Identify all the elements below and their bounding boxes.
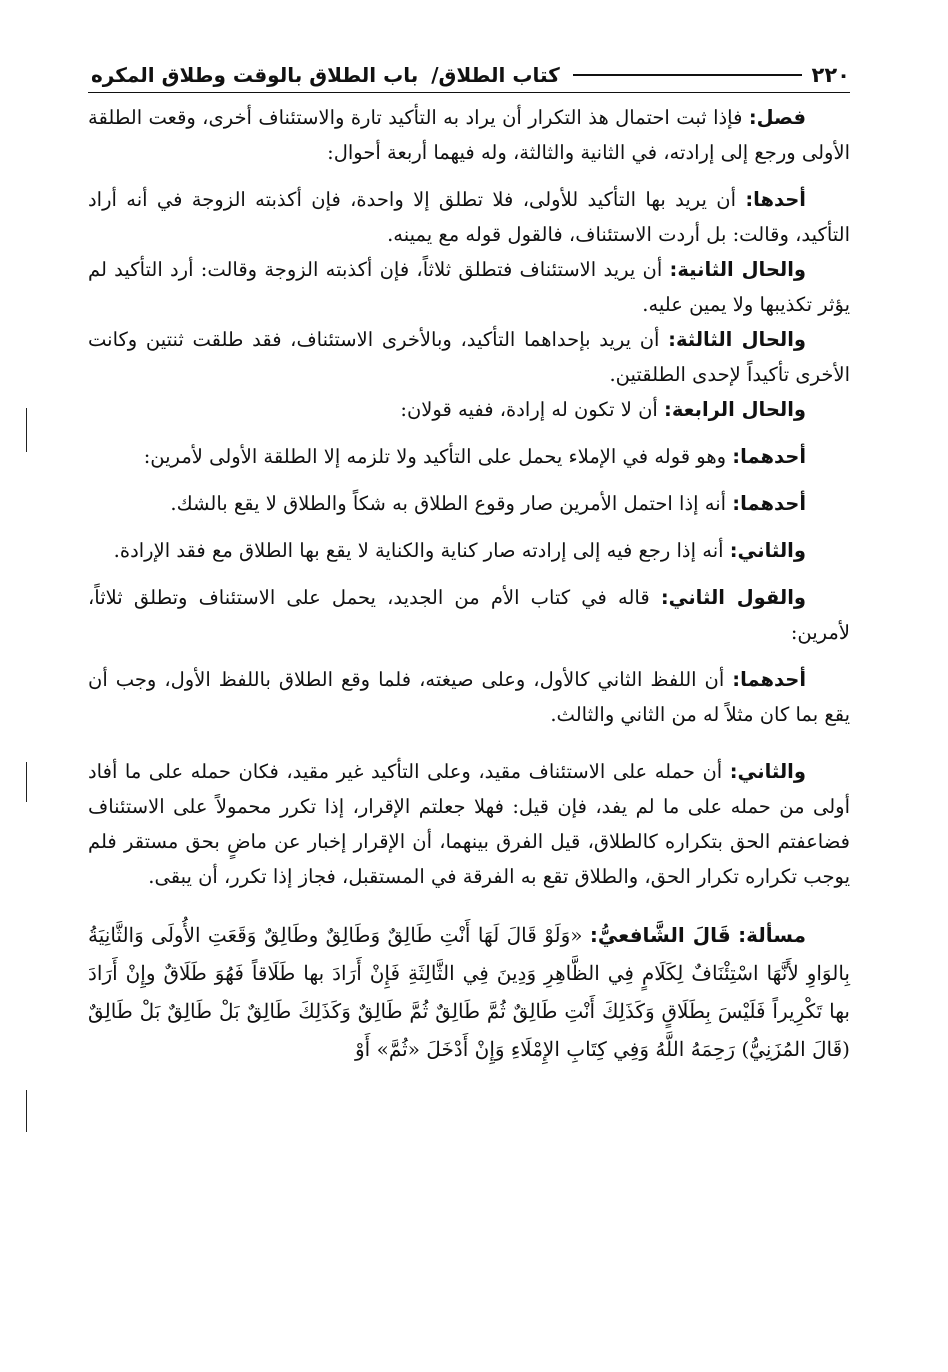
- running-header: [88, 58, 850, 92]
- paragraph-lead: فصل:: [748, 106, 806, 129]
- paragraph-text: أن يريد بها التأكيد للأولى، فلا تطلق إلا واحدة، فإن أكذبته الزوجة في أنه أراد التأكيد، وقالت: بل أردت الاستئناف، فالقول قوله مع يمينه.: [88, 188, 850, 246]
- header-underline: [88, 92, 850, 93]
- margin-mark: [26, 1090, 27, 1132]
- paragraph-first-reason: [88, 486, 850, 521]
- paragraph-lead: أحدها:: [745, 188, 806, 211]
- paragraph-text: أن لا تكون له إرادة، ففيه قولان:: [400, 398, 665, 421]
- paragraph-lead: والثاني:: [729, 760, 806, 783]
- paragraph-text: أن حمله على الاستئناف مقيد، وعلى التأكيد غير مقيد، فكان حمله على ما أفاد أولى من حمله على ما لم يفد، فإن قيل: فهلا جعلتم الإقرار، إذا تكرر محمولاً على الاستئناف فضاعفتم الحق بتكراره كالطلاق، قيل الفرق بينهما، أن الإقرار إخبار عن ماضٍ بحق مستقر فلم يوجب تكراره تكرار الحق، والطلاق تقع به الفرقة في المستقبل، فجاز إذا تكرر، أن يبقى.: [88, 760, 850, 888]
- paragraph-second-reason: [88, 533, 850, 568]
- masala-speaker: قَالَ الشَّافعيُّ:: [589, 923, 731, 947]
- margin-mark: [26, 762, 27, 802]
- header-book: كتاب الطلاق/: [431, 63, 560, 87]
- masala-paragraph: [88, 916, 850, 1068]
- paragraph-text: أن اللفظ الثاني كالأول، وعلى صيغته، فلما وقع الطلاق باللفظ الأول، وجب أن يقع بما كان مثلاً له من الثاني والثالث.: [88, 668, 850, 726]
- paragraph-lead: أحدهما:: [732, 668, 806, 691]
- paragraph-text: أن يريد بإحداهما التأكيد، وبالأخرى الاستئناف، فقد طلقت ثنتين وكانت الأخرى تأكيداً لإحدى الطلقتين.: [88, 328, 850, 386]
- paragraph-second-argument: [88, 754, 850, 894]
- paragraph-third-case: [88, 322, 850, 392]
- paragraph-lead: أحدهما:: [732, 492, 806, 515]
- paragraph-second-case: [88, 252, 850, 322]
- paragraph-lead: والقول الثاني:: [660, 586, 807, 609]
- masala-quote: «وَلَوْ قَالَ لَهَا أَنْتِ طَالِقٌ وَطَالِقٌ وطَالِقٌ وَقَعَتِ الأُولَى وَالثَّانِيَةُ بِالوَاوِ لأَنَّهَا اسْتِئْنَافٌ لِكَلَامٍ فِي الظَّاهِرِ وَدِينَ فِي الثَّالِثَةِ فَإِنْ أَرَادَ بها طَلَاقاً فَهُوَ طَلَاقٌ وإِنْ أَرَادَ بها تَكْرِيراً فَلَيْسَ بِطَلَاقٍ وَكَذَلِكَ أَنْتِ طَالِقٌ ثُمَّ طَالِقٌ ثُمَّ طَالِقٌ وَكَذَلِكَ طَالِقٌ بَلْ طَالِقٌ بَلْ طَالِقٌ (قَالَ المُزَنِيُّ) رَحِمَهُ اللَّهُ وَفِي كِتَابِ الإِمْلَاءِ وَإِنْ أَدْخَلَ «ثُمَّ» أَوْ: [88, 923, 850, 1061]
- header-title: [88, 63, 563, 87]
- page-number: ٢٢٠: [811, 63, 850, 87]
- header-dash-rule: [573, 74, 802, 76]
- paragraph-lead: أحدهما:: [732, 445, 806, 468]
- paragraph-text: وهو قوله في الإملاء يحمل على التأكيد ولا تلزمه إلا الطلقة الأولى لأمرين:: [143, 445, 733, 468]
- masala-lead: مسألة:: [738, 923, 807, 947]
- paragraph-lead: والحال الرابعة:: [664, 398, 806, 421]
- paragraph-text: قاله في كتاب الأم من الجديد، يحمل على الاستئناف وتطلق ثلاثاً، لأمرين:: [88, 586, 850, 644]
- paragraph-lead: والحال الثالثة:: [668, 328, 807, 351]
- paragraph-text: فإذا ثبت احتمال هذ التكرار أن يراد به التأكيد تارة والاستئناف أخرى، وقعت الطلقة الأولى ورجع إلى إرادته، في الثانية والثالثة، وله فيهما أربعة أحوال:: [88, 106, 850, 164]
- paragraph-second-opinion: [88, 580, 850, 650]
- paragraph-fourth-case: [88, 392, 850, 427]
- header-chapter: باب الطلاق بالوقت وطلاق المكره: [91, 63, 419, 87]
- paragraph-first-argument: [88, 662, 850, 732]
- margin-mark: [26, 408, 27, 452]
- paragraph-text: أنه إذا احتمل الأمرين صار وقوع الطلاق به شكاً والطلاق لا يقع بالشك.: [170, 492, 733, 515]
- paragraph-first-case: [88, 182, 850, 252]
- paragraph-text: أنه إذا رجع فيه إلى إرادته صار كناية والكناية لا يقع بها الطلاق مع فقد الإرادة.: [113, 539, 730, 562]
- paragraph-lead: والحال الثانية:: [669, 258, 806, 281]
- paragraph-fasl: [88, 100, 850, 170]
- paragraph-text: أن يريد الاستئناف فتطلق ثلاثاً، فإن أكذبته الزوجة وقالت: أرد التأكيد لم يؤثر تكذيبها ولا يمين عليه.: [88, 258, 850, 316]
- paragraph-first-opinion: [88, 439, 850, 474]
- body-text: [88, 100, 850, 1068]
- paragraph-lead: والثاني:: [729, 539, 806, 562]
